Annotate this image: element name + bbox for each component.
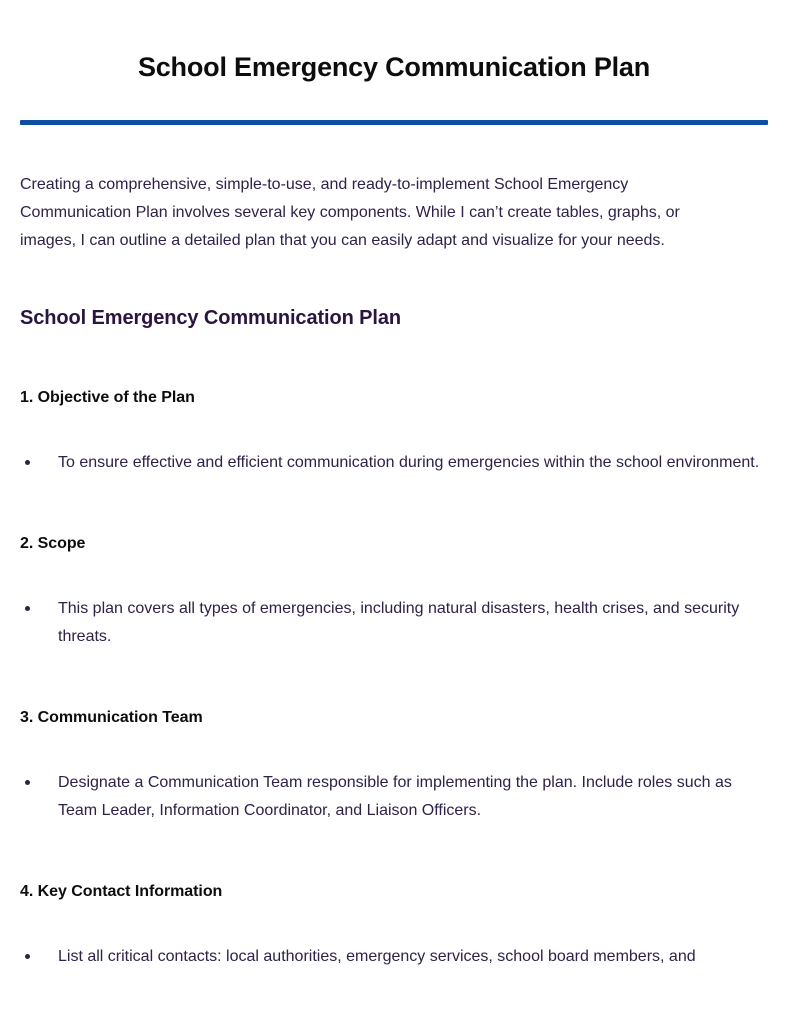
bullet-list-1 <box>20 409 768 477</box>
bullet-list-3 <box>20 729 768 825</box>
bullet-dot-icon <box>25 606 30 611</box>
document-content <box>0 125 788 971</box>
bullet-dot-icon <box>25 780 30 785</box>
list-item <box>20 769 768 825</box>
bullet-list-2 <box>20 555 768 651</box>
subsection-heading-2: 2. Scope <box>20 535 86 552</box>
subsection-heading-4: 4. Key Contact Information <box>20 883 223 900</box>
bullet-dot-icon <box>25 460 30 465</box>
list-item <box>20 449 768 477</box>
bullet-list-4 <box>20 903 768 971</box>
bullet-dot-icon <box>25 954 30 959</box>
section-title: School Emergency Communication Plan <box>20 307 402 329</box>
subsection-heading-3: 3. Communication Team <box>20 709 203 726</box>
intro-paragraph: Creating a comprehensive, simple-to-use, and ready-to-implement School Emergency Communication Plan involves several key components. While I can’t create tables, graphs, or images, I can outline a detailed plan that you can easily adapt and visualize for your needs. <box>20 176 680 249</box>
list-item <box>20 595 768 651</box>
list-item-text: This plan covers all types of emergencies, including natural disasters, health crises, and security threats. <box>58 600 740 645</box>
subsection-heading-1: 1. Objective of the Plan <box>20 389 195 406</box>
list-item <box>20 943 768 971</box>
page-title: School Emergency Communication Plan <box>137 52 651 82</box>
list-item-text: To ensure effective and efficient communication during emergencies within the school environment. <box>58 454 760 471</box>
list-item-text: List all critical contacts: local authorities, emergency services, school board members, and <box>58 948 696 965</box>
list-item-text: Designate a Communication Team responsible for implementing the plan. Include roles such as Team Leader, Information Coordinator, and Liaison Officers. <box>58 774 732 819</box>
